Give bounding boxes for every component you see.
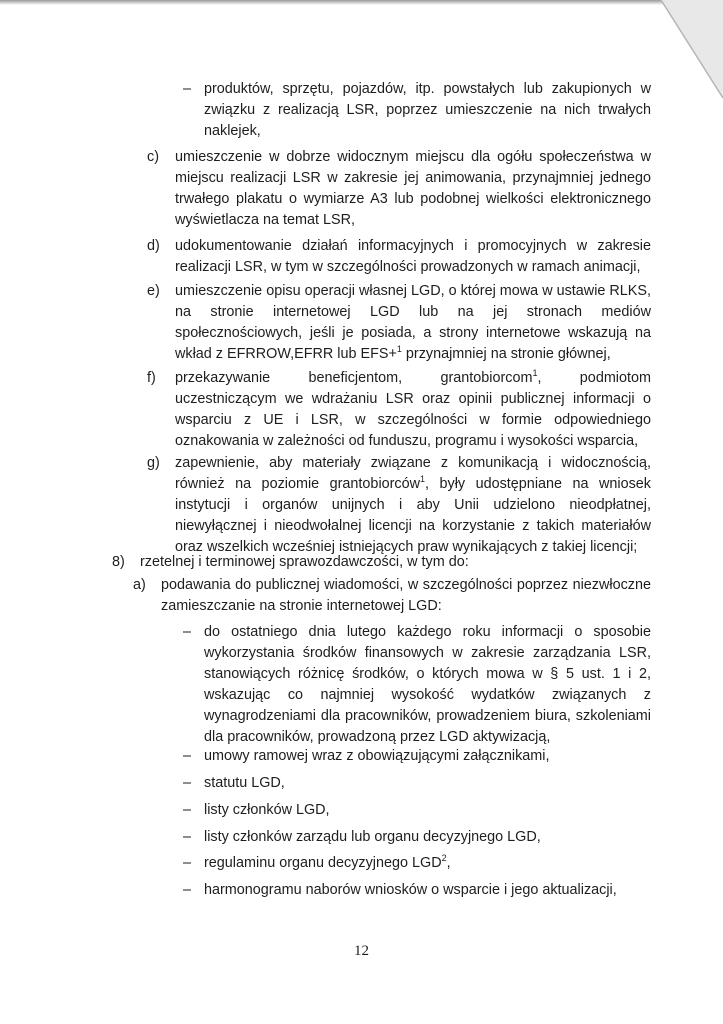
list-item-text bbox=[204, 853, 651, 874]
list-item-text: listy członków LGD, bbox=[204, 802, 330, 818]
text-run: , były udostępniane na wniosek instytucji i organów unijnych i aby Unii udzielono nieodpłatnej, niewyłącznej i nieodwołalnej licencji na korzystanie z takich materiałów oraz wszelkich wcześniej istniejących praw wynikających z takiej licencji; bbox=[175, 476, 651, 555]
text-run: regulaminu organu decyzyjnego LGD bbox=[204, 855, 442, 871]
list-item-text bbox=[175, 368, 651, 452]
list-marker-c: c) bbox=[147, 149, 159, 165]
list-marker-a: a) bbox=[133, 577, 146, 593]
list-marker-dash: – bbox=[183, 775, 192, 791]
list-item-text: produktów, sprzętu, pojazdów, itp. powstałych lub zakupionych w związku z realizacją LSR, poprzez umieszczenie na nich trwałych naklejek, bbox=[204, 81, 651, 139]
list-item-text: rzetelnej i terminowej sprawozdawczości, w tym do: bbox=[140, 554, 469, 570]
list-item-text bbox=[175, 453, 651, 558]
page-number: 12 bbox=[354, 943, 369, 959]
footnote-ref-1: 1 bbox=[532, 368, 538, 379]
list-marker-f: f) bbox=[147, 370, 156, 386]
list-item-text bbox=[175, 281, 651, 365]
text-run: umieszczenie opisu operacji własnej LGD, o której mowa w ustawie RLKS, na stronie internetowej LGD lub na jej stronach mediów społecznościowych, jeśli je posiada, a strony internetowe wskazują na wkład z EFRROW,EFRR lub EFS+ bbox=[175, 283, 651, 362]
list-item-text: udokumentowanie działań informacyjnych i promocyjnych w zakresie realizacji LSR, w tym w szczególności prowadzonych w ramach animacji, bbox=[175, 238, 651, 275]
list-item-text: umieszczenie w dobrze widocznym miejscu dla ogółu społeczeństwa w miejscu realizacji LSR w zakresie jej animowania, przynajmniej jednego trwałego plakatu o wymiarze A3 lub podobnej wielkości elektronicznego wyświetlacza na temat LSR, bbox=[175, 149, 651, 228]
list-item-text: podawania do publicznej wiadomości, w szczególności poprzez niezwłoczne zamieszczanie na stronie internetowej LGD: bbox=[161, 577, 651, 614]
list-marker-dash: – bbox=[183, 855, 192, 871]
list-marker-dash: – bbox=[183, 882, 192, 898]
footnote-ref-2: 2 bbox=[441, 853, 447, 864]
list-marker-dash: – bbox=[183, 748, 192, 764]
text-run: , bbox=[446, 855, 451, 871]
list-item-text: listy członków zarządu lub organu decyzyjnego LGD, bbox=[204, 829, 541, 845]
scan-top-edge bbox=[0, 0, 723, 5]
list-marker-dash: – bbox=[183, 802, 192, 818]
list-marker-e: e) bbox=[147, 283, 160, 299]
list-marker-d: d) bbox=[147, 238, 160, 254]
list-marker-8: 8) bbox=[112, 554, 125, 570]
footnote-ref-1: 1 bbox=[420, 474, 426, 485]
text-run: , podmiotom uczestniczącym we wdrażaniu LSR oraz opinii publicznej informacji o wsparciu z UE i LSR, w szczególności w formie odpowiedniego oznakowania w zależności od funduszu, programu i wysokości wsparcia, bbox=[175, 370, 651, 449]
text-run: przynajmniej na stronie głównej, bbox=[401, 346, 611, 362]
page-corner-fold bbox=[653, 0, 723, 110]
list-item-text: umowy ramowej wraz z obowiązującymi załącznikami, bbox=[204, 748, 550, 764]
text-run: zapewnienie, aby materiały związane z komunikacją i widocznością, również na poziomie grantobiorców bbox=[175, 455, 651, 492]
list-item-text: do ostatniego dnia lutego każdego roku informacji o sposobie wykorzystania środków finansowych w zakresie zarządzania LSR, stanowiących różnicę środków, o których mowa w § 5 ust. 1 i 2, wskazując co najmniej wysokość wydatków związanych z wynagrodzeniami dla pracowników, prowadzeniem biura, szkoleniami dla pracowników, prowadzoną przez LGD aktywizacją, bbox=[204, 624, 651, 745]
list-item-text: harmonogramu naborów wniosków o wsparcie i jego aktualizacji, bbox=[204, 882, 617, 898]
list-item-text: statutu LGD, bbox=[204, 775, 285, 791]
list-marker-dash: – bbox=[183, 81, 192, 97]
text-run: przekazywanie beneficjentom, grantobiorcom bbox=[175, 370, 533, 386]
footnote-ref-1: 1 bbox=[396, 344, 402, 355]
list-marker-g: g) bbox=[147, 455, 160, 471]
list-marker-dash: – bbox=[183, 624, 192, 640]
list-marker-dash: – bbox=[183, 829, 192, 845]
